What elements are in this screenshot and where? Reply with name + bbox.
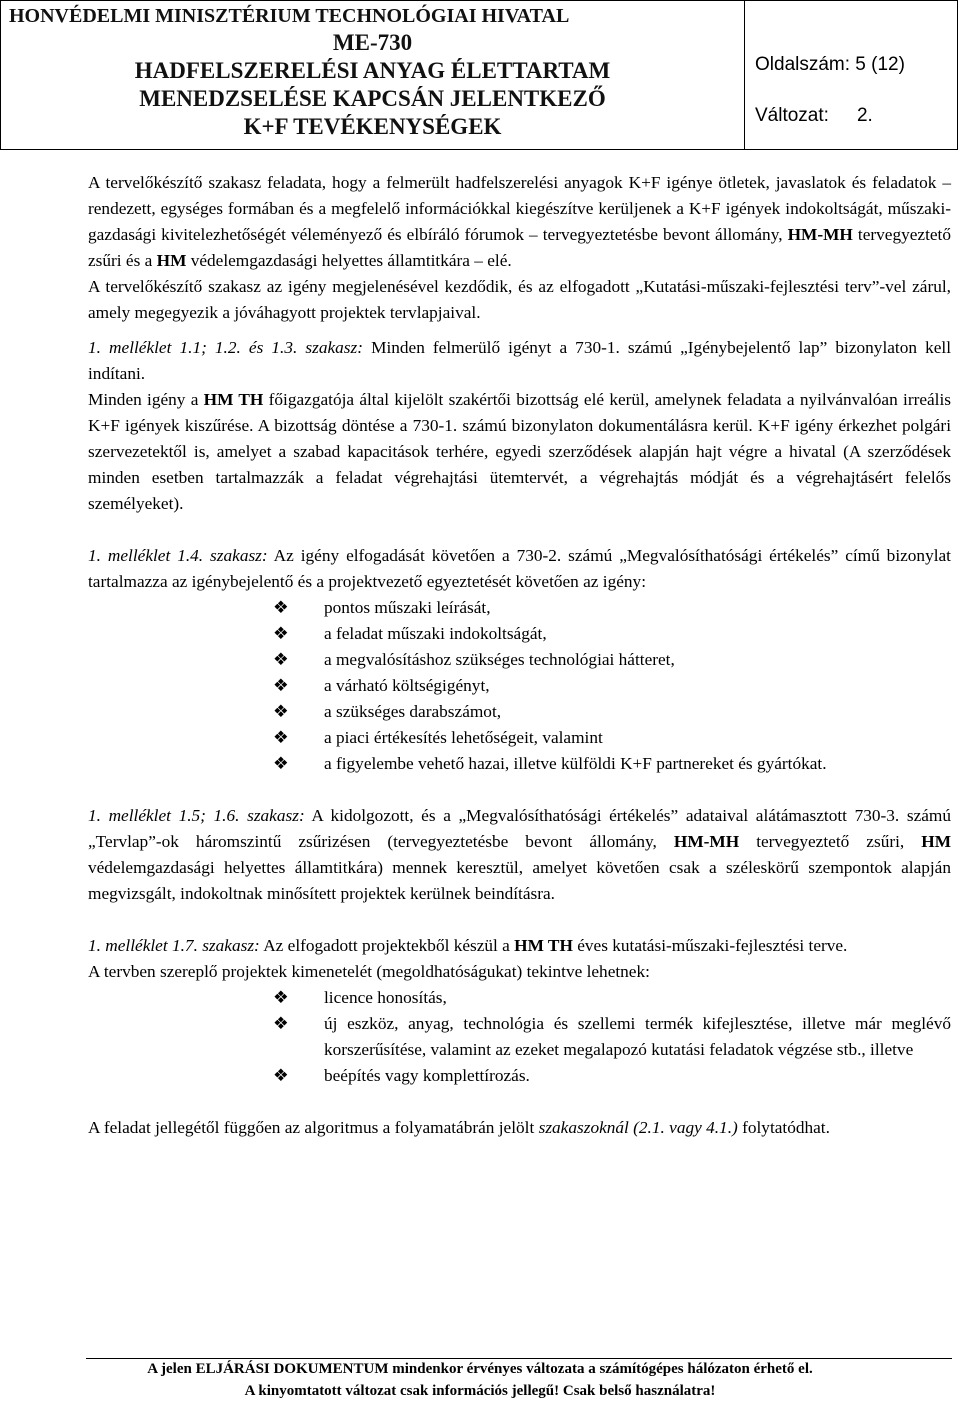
diamond-bullet-icon: ❖	[273, 676, 289, 695]
text-run: A feladat jellegétől függően az algoritmus a folyamatábrán jelölt	[88, 1118, 539, 1137]
paragraph-5	[88, 543, 951, 595]
footer-divider	[86, 1358, 952, 1359]
bold-term: HM-MH	[787, 225, 853, 244]
list-item: ❖ pontos műszaki leírását,	[88, 595, 951, 621]
text-run: tervegyeztető zsűri,	[739, 832, 922, 851]
header-title-block	[1, 1, 744, 149]
list-item: ❖ licence honosítás,	[88, 985, 951, 1011]
paragraph-3	[88, 335, 951, 387]
version-info	[755, 105, 873, 127]
diamond-bullet-icon: ❖	[273, 1014, 289, 1033]
diamond-bullet-icon: ❖	[273, 624, 289, 643]
footer-line-2: A kinyomtatott változat csak információs jellegű! Csak belső használatra!	[244, 1383, 716, 1399]
paragraph-1	[88, 170, 951, 274]
paragraph-6	[88, 803, 951, 907]
diamond-bullet-icon: ❖	[273, 754, 289, 773]
diamond-bullet-icon: ❖	[273, 728, 289, 747]
paragraph-8: A tervben szereplő projektek kimenetelét (megoldhatóságukat) tekintve lehetnek:	[88, 962, 650, 981]
list-item: ❖ új eszköz, anyag, technológia és szellemi termék kifejlesztése, illetve már meglévő korszerűsítése, valamint az ezeket megalapozó kutatási feladatok végzése stb., illetve	[88, 1011, 951, 1063]
diamond-bullet-icon: ❖	[273, 702, 289, 721]
version-label: Változat:	[755, 105, 829, 126]
diamond-bullet-icon: ❖	[273, 988, 289, 1007]
diamond-bullet-icon: ❖	[273, 1066, 289, 1085]
list-item: ❖ a megvalósításhoz szükséges technológiai hátteret,	[88, 647, 951, 673]
paragraph-9	[88, 1115, 951, 1141]
version-value: 2.	[856, 105, 873, 126]
text-run: A tervelőkészítő szakasz feladata, hogy a felmerült hadfelszerelési anyagok K+F igénye ötletek, javaslatok és feladatok – rendezett, egységes formában és a megfelelő információkkal kiegészítve kerüljenek a K+F igények indokoltságát, műszaki-gazdasági kivitelezhetőségét véleményező és elbíráló fórumok – tervegyeztetésbe bevont állomány,	[88, 173, 951, 244]
text-run: tervegyeztető zsűri és a	[88, 225, 951, 270]
document-code: ME-730	[332, 30, 413, 55]
list-item: ❖ a feladat műszaki indokoltságát,	[88, 621, 951, 647]
text-run: A kidolgozott, és a „Megvalósíthatósági értékelés” adataival alátámasztott 730-3. számú „Tervlap”-ok háromszintű zsűrizésen (tervegyeztetésbe bevont állomány,	[88, 806, 951, 851]
document-title-line-1: HADFELSZERELÉSI ANYAG ÉLETTARTAM	[134, 58, 611, 83]
section-reference: 1. melléklet 1.5; 1.6. szakasz:	[88, 806, 305, 825]
document-title-line-2: MENEDZSELÉSE KAPCSÁN JELENTKEZŐ	[139, 86, 606, 111]
section-reference: 1. melléklet 1.7. szakasz:	[88, 936, 260, 955]
text-run: éves kutatási-műszaki-fejlesztési terve.	[572, 936, 848, 955]
document-header	[0, 0, 958, 150]
header-meta-block	[744, 1, 958, 149]
list-item: ❖ beépítés vagy komplettírozás.	[88, 1063, 951, 1089]
document-footer	[0, 1358, 960, 1402]
paragraph-2: A tervelőkészítő szakasz az igény megjelenésével kezdődik, és az elfogadott „Kutatási-műszaki-fejlesztési terv”-vel zárul, amely megegyezik a jóváhagyott projektek tervlapjaival.	[88, 277, 951, 322]
bold-term: HM TH	[514, 936, 573, 955]
text-run: védelemgazdasági helyettes államtitkára – elé.	[186, 251, 512, 270]
list-item: ❖ a piaci értékesítés lehetőségeit, valamint	[88, 725, 951, 751]
text-run: Minden igény a	[88, 390, 204, 409]
list-item: ❖ a figyelembe vehető hazai, illetve külföldi K+F partnereket és gyártókat.	[88, 751, 951, 777]
requirements-list	[88, 595, 951, 777]
text-run: Minden felmerülő igényt a 730-1. számú „Igénybejelentő lap” bizonylaton kell indítani.	[88, 338, 951, 383]
page-number: Oldalszám: 5 (12)	[755, 54, 905, 75]
diamond-bullet-icon: ❖	[273, 650, 289, 669]
text-run: védelemgazdasági helyettes államtitkára) mennek keresztül, amelyet követően csak a széleskörű szempontok alapján megvizsgált, indokoltnak minősített projektek kerülnek beindításra.	[88, 858, 951, 903]
document-title-line-3: K+F TEVÉKENYSÉGEK	[243, 114, 502, 139]
text-run: Az igény elfogadását követően a 730-2. számú „Megvalósíthatósági értékelés” című bizonylat tartalmazza az igénybejelentő és a projektvezető egyeztetését követően az igény:	[88, 546, 951, 591]
paragraph-7	[88, 933, 951, 959]
footer-line-1: A jelen ELJÁRÁSI DOKUMENTUM mindenkor érvényes változata a számítógépes hálózaton érhető el.	[147, 1361, 813, 1377]
diamond-bullet-icon: ❖	[273, 598, 289, 617]
bold-term: HM	[921, 832, 952, 851]
document-body	[88, 170, 951, 1141]
list-item: ❖ a várható költségigényt,	[88, 673, 951, 699]
text-run: Az elfogadott projektekből készül a	[259, 936, 515, 955]
organization-name: HONVÉDELMI MINISZTÉRIUM TECHNOLÓGIAI HIVATAL	[9, 5, 570, 27]
section-reference: 1. melléklet 1.4. szakasz:	[88, 546, 268, 565]
section-reference: 1. melléklet 1.1; 1.2. és 1.3. szakasz:	[88, 338, 363, 357]
bold-term: HM-MH	[673, 832, 740, 851]
text-run: főigazgatója által kijelölt szakértői bizottság elé kerül, amelynek feladata a nyilvánvalóan irreális K+F igények kiszűrése. A bizottság döntése a 730-1. számú bizonylaton dokumentálásra kerül. K+F igény érkezhet polgári szervezetektől is, amelyet a szabad kapacitások terhére, egyedi szerződések alapján hajt végre a hivatal (A szerződések minden esetben tartalmazzák a feladat végrehajtási ütemtervét, a végrehajtás módját és a végrehajtásért felelős személyeket).	[88, 390, 951, 513]
paragraph-4	[88, 387, 951, 517]
bold-term: HM TH	[203, 390, 264, 409]
text-run: folytatódhat.	[737, 1118, 830, 1137]
italic-term: szakaszoknál (2.1. vagy 4.1.)	[538, 1118, 738, 1137]
outcomes-list	[88, 985, 951, 1089]
list-item: ❖ a szükséges darabszámot,	[88, 699, 951, 725]
bold-term: HM	[156, 251, 187, 270]
